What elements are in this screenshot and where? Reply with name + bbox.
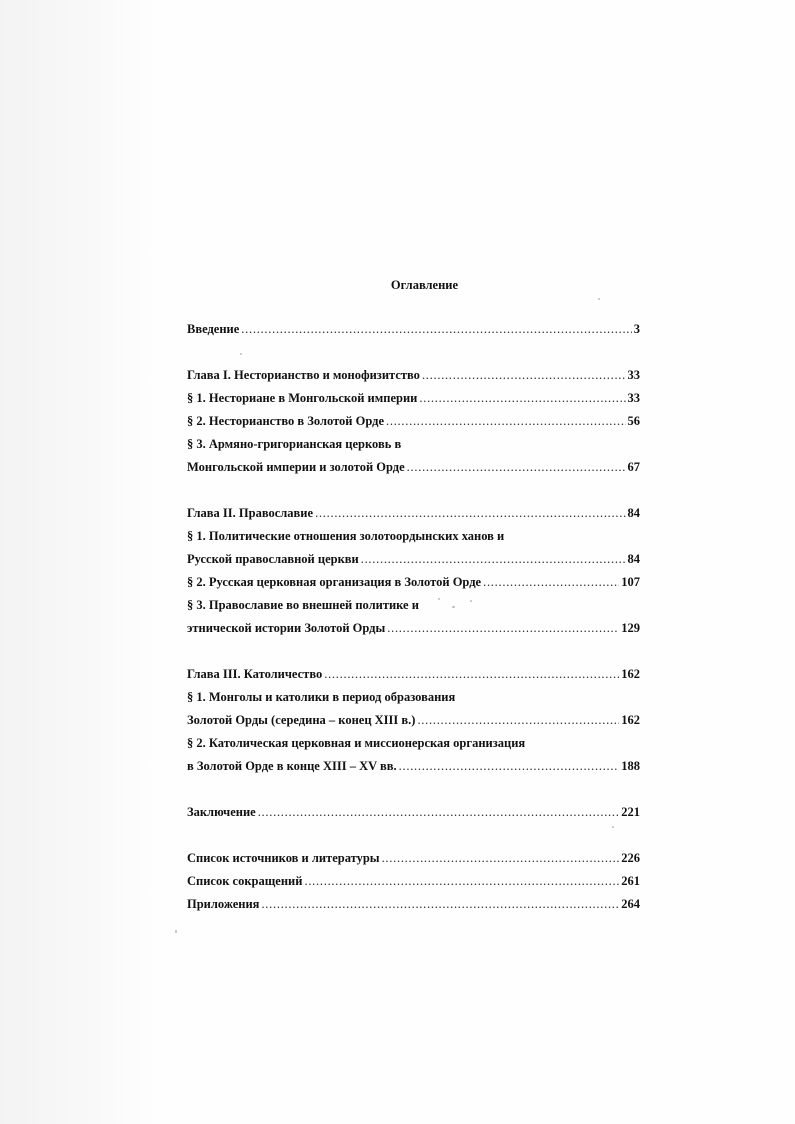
dot-leader [399, 755, 620, 778]
toc-entry-section-line2 [187, 456, 640, 479]
toc-entry-label: этнической истории Золотой Орды [187, 621, 386, 635]
toc-entry-section [187, 410, 640, 433]
toc-entry-label: Глава I. Несторианство и монофизитство [187, 368, 420, 382]
toc-entry-section-line2 [187, 755, 640, 778]
scan-speck [470, 600, 472, 602]
scan-speck [438, 598, 440, 600]
toc-entry-label: § 1. Монголы и католики в период образования [187, 690, 456, 704]
table-of-contents [187, 318, 640, 916]
toc-entry-label: § 1. Несториане в Монгольской империи [187, 391, 418, 405]
scan-speck [452, 606, 455, 608]
dot-leader [387, 617, 619, 640]
toc-entry-label: § 1. Политические отношения золотоордынских ханов и [187, 529, 505, 543]
toc-entry-label: § 2. Католическая церковная и миссионерская организация [187, 736, 526, 750]
dot-leader [419, 387, 625, 410]
toc-entry-page: 33 [627, 368, 640, 382]
toc-entry-section-line2 [187, 709, 640, 732]
toc-entry-label: § 3. Армяно-григорианская церковь в [187, 437, 402, 451]
toc-entry-bibliography [187, 847, 640, 870]
toc-entry-label: § 3. Православие во внешней политике и [187, 598, 419, 612]
spacer [187, 640, 640, 663]
scan-edge-shadow [0, 0, 158, 1124]
toc-entry-page: 84 [627, 506, 640, 520]
toc-entry-label: Глава III. Католичество [187, 667, 323, 681]
toc-entry-introduction [187, 318, 640, 341]
spacer [187, 479, 640, 502]
toc-entry-label: Список сокращений [187, 874, 303, 888]
toc-entry-label: Список источников и литературы [187, 851, 380, 865]
dot-leader [483, 571, 619, 594]
toc-entry-label: Глава II. Православие [187, 506, 314, 520]
toc-entry-label: Заключение [187, 805, 256, 819]
toc-entry-section-line1 [187, 594, 640, 617]
dot-leader [407, 456, 626, 479]
toc-entry-page: 261 [621, 874, 640, 888]
toc-entry-section [187, 571, 640, 594]
toc-entry-page: 221 [621, 805, 640, 819]
toc-title: Оглавление [390, 278, 459, 292]
toc-entry-page: 67 [627, 460, 640, 474]
toc-entry-page: 33 [627, 391, 640, 405]
dot-leader [417, 709, 619, 732]
toc-entry-conclusion [187, 801, 640, 824]
toc-entry-label: § 2. Несторианство в Золотой Орде [187, 414, 384, 428]
toc-entry-chapter-2 [187, 502, 640, 525]
toc-entry-abbreviations [187, 870, 640, 893]
toc-entry-label: Монгольской империи и золотой Орде [187, 460, 405, 474]
scan-speck [175, 930, 177, 933]
dot-leader [241, 318, 631, 341]
dot-leader [361, 548, 626, 571]
spacer [187, 824, 640, 847]
toc-entry-appendices [187, 893, 640, 916]
toc-entry-section-line1 [187, 732, 640, 755]
spacer [187, 341, 640, 364]
toc-entry-page: 264 [621, 897, 640, 911]
scan-speck [240, 353, 242, 355]
toc-entry-section-line1 [187, 525, 640, 548]
toc-entry-page: 3 [633, 322, 640, 336]
toc-entry-page: 84 [627, 552, 640, 566]
toc-entry-page: 56 [627, 414, 640, 428]
toc-entry-section-line1 [187, 433, 640, 456]
scan-speck [598, 298, 600, 300]
toc-entry-page: 226 [621, 851, 640, 865]
toc-entry-page: 129 [621, 621, 640, 635]
toc-entry-section-line2 [187, 617, 640, 640]
toc-entry-section-line2 [187, 548, 640, 571]
dot-leader [386, 410, 626, 433]
dot-leader [258, 801, 620, 824]
toc-entry-page: 162 [621, 713, 640, 727]
toc-entry-page: 107 [621, 575, 640, 589]
toc-entry-page: 162 [621, 667, 640, 681]
toc-entry-section [187, 387, 640, 410]
spacer [187, 778, 640, 801]
toc-entry-label: Приложения [187, 897, 260, 911]
toc-entry-label: § 2. Русская церковная организация в Золотой Орде [187, 575, 482, 589]
dot-leader [261, 893, 619, 916]
toc-entry-label: Русской православной церкви [187, 552, 359, 566]
dot-leader [422, 364, 626, 387]
dot-leader [315, 502, 625, 525]
toc-entry-label: Золотой Орды (середина – конец XIII в.) [187, 713, 416, 727]
toc-entry-chapter-3 [187, 663, 640, 686]
toc-entry-section-line1 [187, 686, 640, 709]
dot-leader [324, 663, 619, 686]
toc-entry-page: 188 [621, 759, 640, 773]
toc-entry-label: Введение [187, 322, 240, 336]
toc-entry-label: в Золотой Орде в конце XIII – XV вв. [187, 759, 397, 773]
scan-speck [612, 826, 614, 828]
toc-entry-chapter-1 [187, 364, 640, 387]
dot-leader [382, 847, 620, 870]
dot-leader [304, 870, 619, 893]
